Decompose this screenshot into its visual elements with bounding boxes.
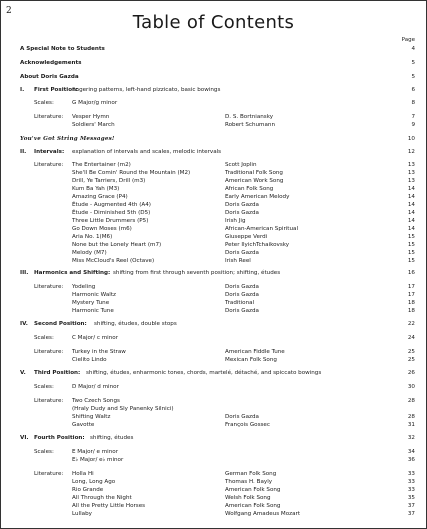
section-fourth-position[interactable]: VI. Fourth Position: shifting, études 32 [20,435,415,441]
literature-row[interactable]: Literature: Two Czech Songs 28 [34,398,415,404]
literature-row[interactable]: Three Little Drummers (P5) Irish Jig 14 [72,218,415,224]
scales-row[interactable]: Scales: G Major/g minor 8 [34,100,415,106]
page-title: Table of Contents [132,12,295,33]
toc-entry-string-messages[interactable]: You've Got String Messages! 10 [20,136,415,142]
literature-row[interactable]: All Through the Night Welsh Folk Song 35 [72,495,415,501]
toc-entry-special-note[interactable]: A Special Note to Students 4 [20,46,415,52]
scales-row[interactable]: Scales: C Major/ c minor 24 [34,335,415,341]
literature-row[interactable]: She'll Be Comin' Round the Mountain (M2) Traditional Folk Song 13 [72,170,415,176]
literature-row[interactable]: Shifting Waltz Doris Gazda 28 [72,414,415,420]
literature-row[interactable]: Gavotte François Gossec 31 [72,422,415,428]
section-harmonics-shifting[interactable]: III. Harmonics and Shifting: shifting from first through seventh position; shifting, études 16 [20,270,415,276]
literature-row[interactable]: Lullaby Wolfgang Amadeus Mozart 37 [72,511,415,517]
literature-row[interactable]: Rio Grande American Folk Song 33 [72,487,415,493]
literature-row[interactable]: Literature: The Entertainer (m2) Scott Joplin 13 [34,162,415,168]
literature-row[interactable]: Long, Long Ago Thomas H. Bayly 33 [72,479,415,485]
literature-row[interactable]: Drill, Ye Tarriers, Drill (m3) American Work Song 13 [72,178,415,184]
literature-row[interactable]: Melody (M7) Doris Gazda 15 [72,250,415,256]
literature-row[interactable]: Literature: Turkey in the Straw American Fiddle Tune 25 [34,349,415,355]
toc-entry-acknowledgements[interactable]: Acknowledgements 5 [20,60,415,66]
literature-row[interactable]: Étude - Diminished 5th (D5) Doris Gazda 14 [72,210,415,216]
scales-row[interactable]: Scales: E Major/ e minor 34 [34,449,415,455]
literature-row[interactable]: Aria No. 1(M6) Giuseppe Verdi 15 [72,234,415,240]
literature-row[interactable]: None but the Lonely Heart (m7) Peter IlyichTchaikovsky 15 [72,242,415,248]
scales-row[interactable]: E♭ Major/ e♭ minor 36 [72,457,415,463]
section-second-position[interactable]: IV. Second Position: shifting, études, double stops 22 [20,321,415,327]
section-intervals[interactable]: II. Intervals: explanation of intervals and scales, melodic intervals 12 [20,149,415,155]
literature-row[interactable]: Mystery Tune Traditional 18 [72,300,415,306]
page-column-header: Page [401,37,415,43]
literature-row[interactable]: Harmonic Tune Doris Gazda 18 [72,308,415,314]
scales-row[interactable]: Scales: D Major/ d minor 30 [34,384,415,390]
literature-row[interactable]: (Hraly Dudy and Sly Panenky Silnici) [72,406,174,412]
section-third-position[interactable]: V. Third Position: shifting, études, enharmonic tones, chords, martelé, détaché, and spiccato bowings 26 [20,370,415,376]
section-first-position[interactable]: I. First Position: fingering patterns, left-hand pizzicato, basic bowings 6 [20,87,415,93]
literature-row[interactable]: Go Down Moses (m6) African-American Spiritual 14 [72,226,415,232]
literature-row[interactable]: Soldiers' March Robert Schumann 9 [72,122,415,128]
literature-row[interactable]: Cielito Lindo Mexican Folk Song 25 [72,357,415,363]
literature-row[interactable]: Literature: Vesper Hymn D. S. Bortniansky 7 [34,114,415,120]
literature-row[interactable]: Kum Ba Yah (M3) African Folk Song 14 [72,186,415,192]
literature-row[interactable]: Literature: Holla Hi German Folk Song 33 [34,471,415,477]
literature-row[interactable]: Miss McCloud's Reel (Octave) Irish Reel 15 [72,258,415,264]
literature-row[interactable]: Étude - Augmented 4th (A4) Doris Gazda 14 [72,202,415,208]
toc-entry-about-doris-gazda[interactable]: About Doris Gazda 5 [20,74,415,80]
literature-row[interactable]: All the Pretty Little Horses American Folk Song 37 [72,503,415,509]
literature-row[interactable]: Harmonic Waltz Doris Gazda 17 [72,292,415,298]
literature-row[interactable]: Amazing Grace (P4) Early American Melody 14 [72,194,415,200]
literature-row[interactable]: Literature: Yodeling Doris Gazda 17 [34,284,415,290]
page-number: 2 [6,6,12,16]
